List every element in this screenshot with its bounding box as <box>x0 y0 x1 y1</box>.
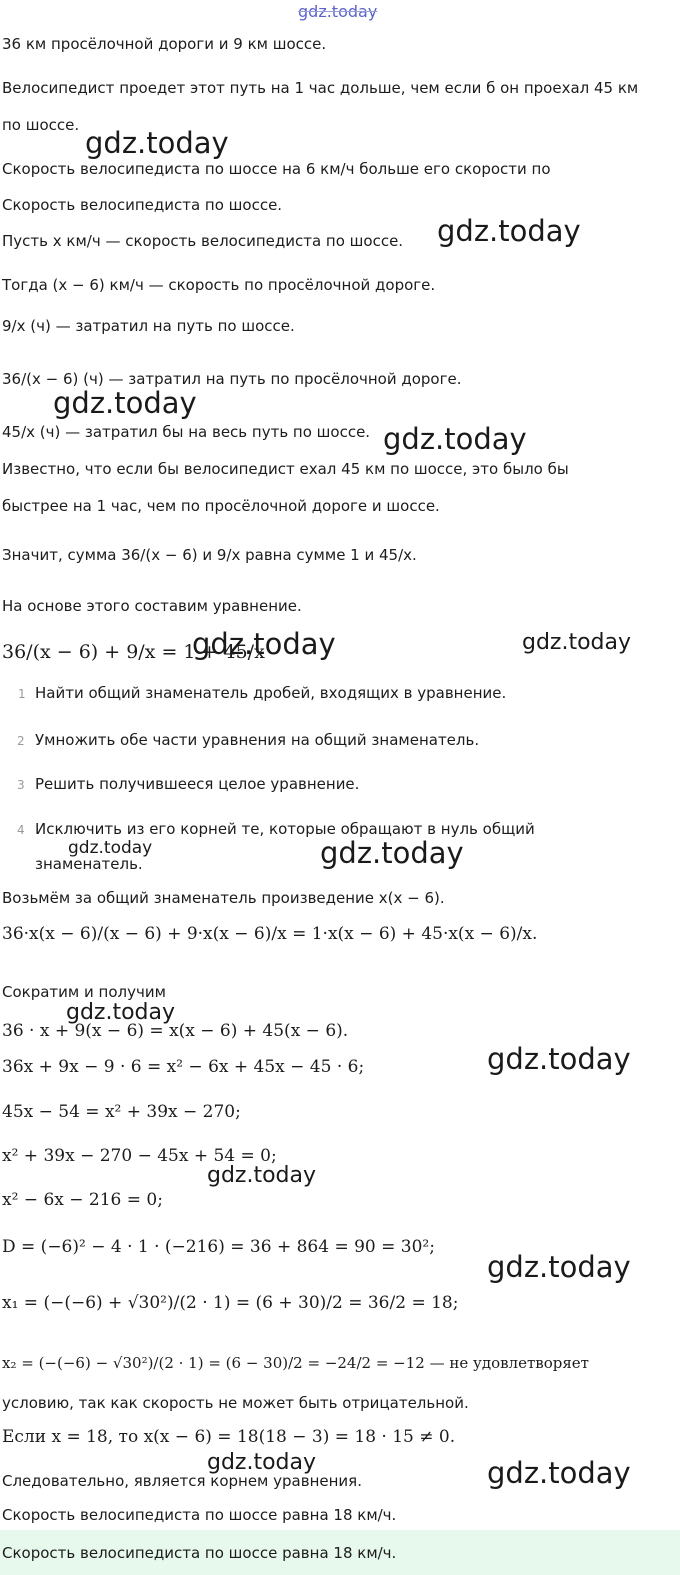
text-line: Следовательно, является корнем уравнения. <box>2 1472 362 1490</box>
watermark: gdz.today <box>85 126 229 160</box>
step-number: 4 <box>17 823 25 837</box>
watermark: gdz.today <box>192 627 336 661</box>
text-line: Скорость велосипедиста по шоссе равна 18 км/ч. <box>2 1506 397 1524</box>
equation: x₁ = (−(−6) + √30²)/(2 · 1) = (6 + 30)/2 = 36/2 = 18; <box>2 1293 459 1313</box>
answer-box <box>0 1530 680 1575</box>
equation: Если x = 18, то x(x − 6) = 18(18 − 3) = 18 · 15 ≠ 0. <box>2 1427 456 1447</box>
step-number: 3 <box>17 778 25 792</box>
text-line: 36/(x − 6) (ч) — затратил на путь по просёлочной дороге. <box>2 370 462 388</box>
equation: x₂ = (−(−6) − √30²)/(2 · 1) = (6 − 30)/2 = −24/2 = −12 — не удовлетворяет <box>2 1354 589 1372</box>
text-line: Тогда (x − 6) км/ч — скорость по просёлочной дороге. <box>2 276 436 294</box>
text-line: Значит, сумма 36/(x − 6) и 9/x равна сумме 1 и 45/x. <box>2 546 417 564</box>
equation: x² + 39x − 270 − 45x + 54 = 0; <box>2 1146 277 1166</box>
watermark: gdz.today <box>487 1042 631 1076</box>
watermark: gdz.today <box>53 386 197 420</box>
watermark: gdz.today <box>383 422 527 456</box>
watermark: gdz.today <box>437 214 581 248</box>
text-line: Возьмём за общий знаменатель произведение x(x − 6). <box>2 889 445 907</box>
watermark: gdz.today <box>207 1163 317 1188</box>
text-line: На основе этого составим уравнение. <box>2 597 302 615</box>
equation: 36/(x − 6) + 9/x = 1 + 45/x <box>2 641 265 663</box>
watermark: gdz.today <box>522 630 632 655</box>
text-line: по шоссе. <box>2 116 80 134</box>
watermark: gdz.today <box>68 838 153 858</box>
text-line: Скорость велосипедиста по шоссе. <box>2 196 283 214</box>
step-number: 1 <box>18 687 26 701</box>
text-line: Сократим и получим <box>2 983 166 1001</box>
answer-text: Скорость велосипедиста по шоссе равна 18 км/ч. <box>2 1544 397 1562</box>
step-text: Исключить из его корней те, которые обращают в нуль общий <box>35 820 535 838</box>
text-line: быстрее на 1 час, чем по просёлочной дороге и шоссе. <box>2 497 440 515</box>
watermark: gdz.today <box>207 1450 317 1475</box>
text-line: Скорость велосипедиста по шоссе на 6 км/ч больше его скорости по <box>2 160 551 178</box>
equation: 45x − 54 = x² + 39x − 270; <box>2 1102 241 1122</box>
step-number: 2 <box>17 734 25 748</box>
step-text: Решить получившееся целое уравнение. <box>35 775 360 793</box>
watermark-top: gdz.today <box>298 2 378 21</box>
text-line: 9/x (ч) — затратил на путь по шоссе. <box>2 317 295 335</box>
equation: 36x + 9x − 9 · 6 = x² − 6x + 45x − 45 · 6; <box>2 1057 365 1077</box>
equation: 36·x(x − 6)/(x − 6) + 9·x(x − 6)/x = 1·x(x − 6) + 45·x(x − 6)/x. <box>2 924 538 944</box>
equation: D = (−6)² − 4 · 1 · (−216) = 36 + 864 = 90 = 30²; <box>2 1237 435 1257</box>
watermark: gdz.today <box>487 1456 631 1490</box>
step-text: знаменатель. <box>35 855 143 873</box>
text-line: Велосипедист проедет этот путь на 1 час дольше, чем если б он проехал 45 км <box>2 79 639 97</box>
text-line: 45/x (ч) — затратил бы на весь путь по шоссе. <box>2 423 371 441</box>
text-line: 36 км просёлочной дороги и 9 км шоссе. <box>2 35 327 53</box>
watermark: gdz.today <box>487 1250 631 1284</box>
watermark: gdz.today <box>66 1000 176 1025</box>
step-text: Найти общий знаменатель дробей, входящих в уравнение. <box>35 684 507 702</box>
text-line: Известно, что если бы велосипедист ехал 45 км по шоссе, это было бы <box>2 460 569 478</box>
watermark: gdz.today <box>320 836 464 870</box>
equation: x² − 6x − 216 = 0; <box>2 1190 163 1210</box>
equation: 36 · x + 9(x − 6) = x(x − 6) + 45(x − 6). <box>2 1021 349 1041</box>
text-line: условию, так как скорость не может быть отрицательной. <box>2 1394 469 1412</box>
step-text: Умножить обе части уравнения на общий знаменатель. <box>35 731 480 749</box>
text-line: Пусть x км/ч — скорость велосипедиста по шоссе. <box>2 232 404 250</box>
